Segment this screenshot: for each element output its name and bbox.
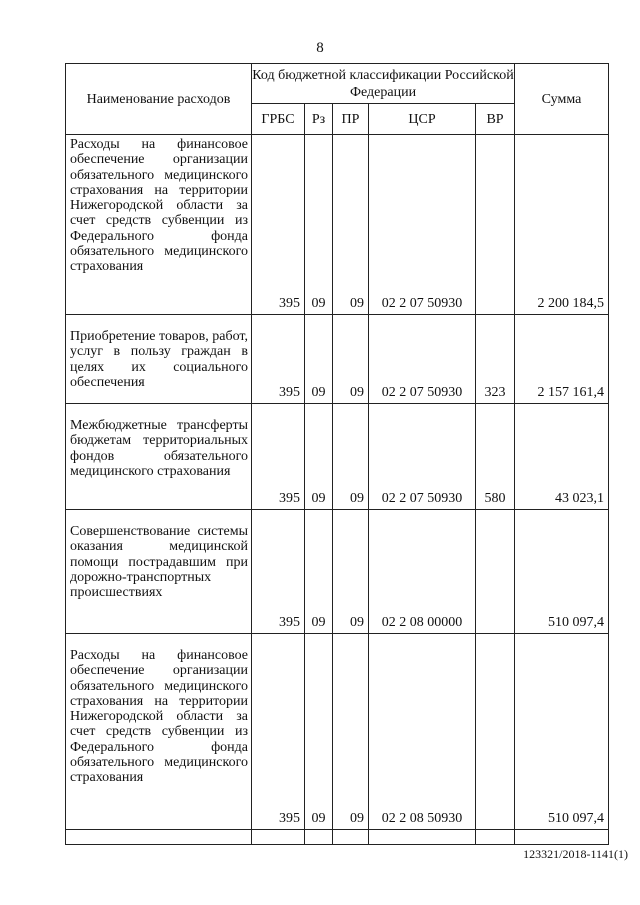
row-grbs: 395 [252,315,305,404]
row-pr: 09 [333,135,369,315]
header-pr: ПР [333,104,369,135]
row-grbs: 395 [252,510,305,634]
row-vr [476,634,515,830]
row-csr: 02 2 07 50930 [369,135,476,315]
row-pr: 09 [333,404,369,510]
row-rz: 09 [305,634,333,830]
row-grbs: 395 [252,135,305,315]
row-vr [476,510,515,634]
row-grbs: 395 [252,404,305,510]
table-row [66,404,609,510]
row-rz: 09 [305,135,333,315]
row-csr: 02 2 07 50930 [369,315,476,404]
row-rz: 09 [305,510,333,634]
header-vr: ВР [476,104,515,135]
table-row [66,135,609,315]
table-row [66,634,609,830]
row-sum: 43 023,1 [515,404,609,510]
table-row [66,315,609,404]
row-vr: 323 [476,315,515,404]
row-name: Приобретение товаров, работ, услуг в пользу граждан в целях их социального обеспечения [66,315,252,404]
row-rz: 09 [305,315,333,404]
table-row-empty [66,830,609,845]
document-code: 123321/2018-1141(1) [523,847,628,861]
row-vr [476,135,515,315]
row-name: Межбюджетные трансферты бюджетам территориальных фондов обязательного медицинского страхования [66,404,252,510]
row-vr: 580 [476,404,515,510]
row-sum: 2 157 161,4 [515,315,609,404]
row-csr: 02 2 08 50930 [369,634,476,830]
header-rz: Рз [305,104,333,135]
header-sum: Сумма [515,64,609,135]
row-csr: 02 2 07 50930 [369,404,476,510]
budget-table [65,63,609,845]
row-name: Расходы на финансовое обеспечение организации обязательного медицинского страхования на территории Нижегородской области за счет средств субвенции из Федерального фонда обязательного медицинского страхования [66,634,252,830]
header-csr: ЦСР [369,104,476,135]
row-sum: 510 097,4 [515,510,609,634]
header-name: Наименование расходов [66,64,252,135]
table-row [66,510,609,634]
page-number: 8 [316,40,324,56]
row-csr: 02 2 08 00000 [369,510,476,634]
header-code-group: Код бюджетной классификации Российской Федерации [252,64,515,104]
header-grbs: ГРБС [252,104,305,135]
row-pr: 09 [333,315,369,404]
row-name: Расходы на финансовое обеспечение организации обязательного медицинского страхования на территории Нижегородской области за счет средств субвенции из Федерального фонда обязательного медицинского страхования [66,135,252,315]
row-name: Совершенствование системы оказания медицинской помощи пострадавшим при дорожно-транспортных происшествиях [66,510,252,634]
row-rz: 09 [305,404,333,510]
row-pr: 09 [333,510,369,634]
row-sum: 510 097,4 [515,634,609,830]
row-sum: 2 200 184,5 [515,135,609,315]
row-grbs: 395 [252,634,305,830]
row-pr: 09 [333,634,369,830]
